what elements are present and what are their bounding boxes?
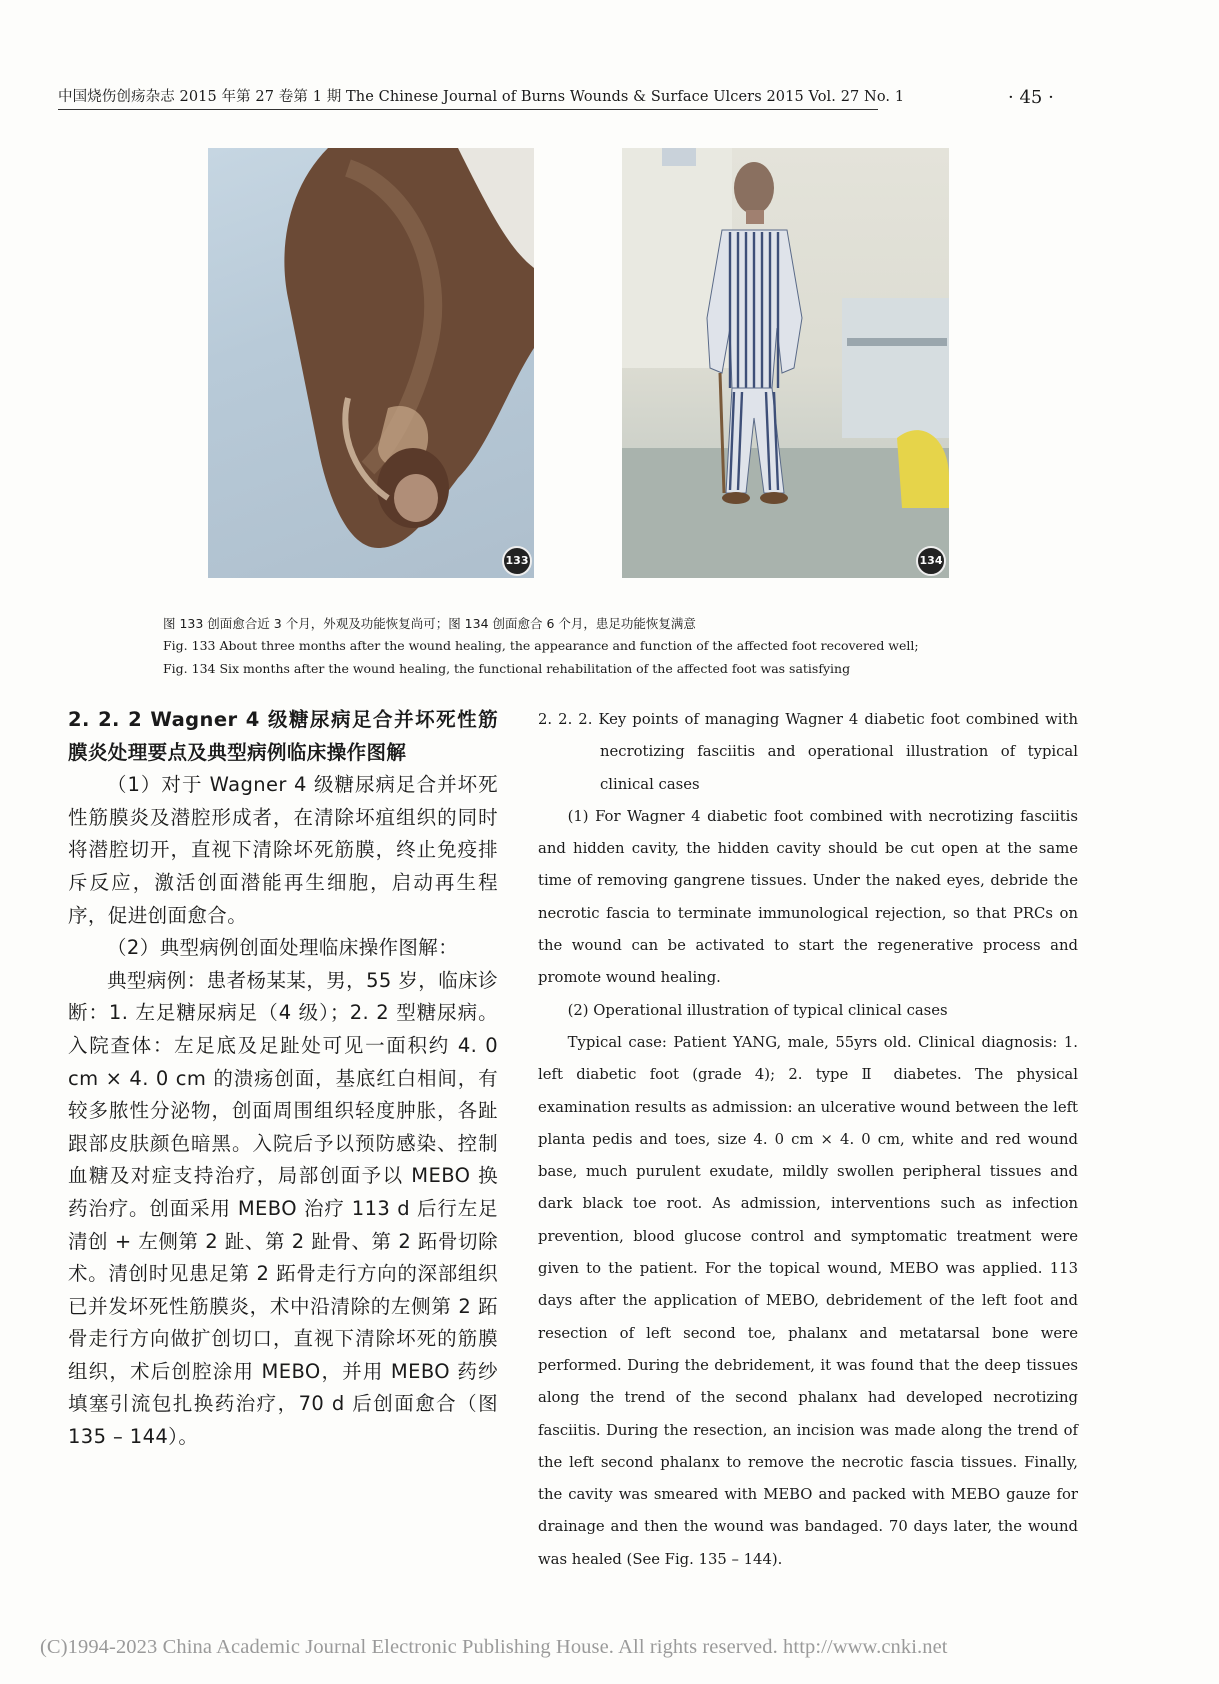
standing-patient-illustration (622, 148, 949, 578)
copyright-footer: (C)1994-2023 China Academic Journal Electronic Publishing House. All rights reserved. http://www.cnki.net (40, 1636, 948, 1658)
figure-number-badge: 133 (502, 546, 532, 576)
page-number: · 45 · (1008, 87, 1054, 108)
paragraph-cn-2: （2）典型病例创面处理临床操作图解： (107, 936, 459, 960)
paragraph-en-3: Typical case: Patient YANG, male, 55yrs old. Clinical diagnosis: 1. left diabetic foot (grade 4); 2. type Ⅱ diabetes. The physical examination results as admission: an ulcerative wound between the left planta pedis and toes, size 4. 0 cm × 4. 0 cm, white and red wound base, much purulent exudate, mildly swollen peripheral tissues and dark black toe root. As admission, interventions such as infection prevention, blood glucose control and symptomatic treatment were given to the patient. For the topical wound, MEBO was applied. 113 days after the application of MEBO, debridement of the left foot and resection of left second toe, phalanx and metatarsal bone were performed. During the debridement, it was found that the deep tissues along the trend of the second phalanx had developed necrotizing fasciitis. During the resection, an incision was made along the trend of the left second phalanx to remove the necrotic fascia tissues. Finally, the cavity was smeared with MEBO and packed with MEBO gauze for drainage and then the wound was bandaged. 70 days later, the wound was healed (See Fig. 135 – 144). (538, 1033, 1078, 1568)
paragraph-cn-1: （1）对于 Wagner 4 级糖尿病足合并坏死性筋膜炎及潜腔形成者，在清除坏疽组织的同时将潜腔切开，直视下清除坏死筋膜，终止免疫排斥反应，激活创面潜能再生细胞，启动再生程序，促进创面愈合。 (68, 773, 498, 927)
section-heading-en: 2. 2. 2. Key points of managing Wagner 4 diabetic foot combined with necrotizing fasciitis and operational illustration of typical clinical cases (538, 711, 1078, 793)
paragraph-cn-3: 典型病例：患者杨某某，男，55 岁，临床诊断：1. 左足糖尿病足（4 级）；2. 2 型糖尿病。入院查体：左足底及足趾处可见一面积约 4. 0 cm × 4. 0 cm 的溃疡创面，基底红白相间，有较多脓性分泌物，创面周围组织轻度肿胀，各趾跟部皮肤颜色暗黑。入院后予以预防感染、控制血糖及对症支持治疗，局部创面予以 MEBO 换药治疗。创面采用 MEBO 治疗 113 d 后行左足清创 + 左侧第 2 趾、第 2 趾骨、第 2 跖骨切除术。清创时见患足第 2 跖骨走行方向的深部组织已并发坏死性筋膜炎，术中沿清除的左侧第 2 跖骨走行方向做扩创切口，直视下清除坏死的筋膜组织，术后创腔涂用 MEBO，并用 MEBO 药纱填塞引流包扎换药治疗，70 d 后创面愈合（图 135 – 144）。 (68, 968, 498, 1449)
figure-134-photo (622, 148, 949, 578)
healed-foot-illustration (208, 148, 534, 578)
figure-number-badge: 134 (916, 546, 946, 576)
figure-133-photo (208, 148, 534, 578)
figure-caption-en-133: Fig. 133 About three months after the wound healing, the appearance and function of the affected foot recovered well; (163, 638, 919, 653)
figure-caption-cn: 图 133 创面愈合近 3 个月，外观及功能恢复尚可；图 134 创面愈合 6 个月，患足功能恢复满意 (163, 616, 696, 631)
section-heading-cn: 2. 2. 2 Wagner 4 级糖尿病足合并坏死性筋膜炎处理要点及典型病例临床操作图解 (68, 708, 498, 764)
paragraph-en-2: (2) Operational illustration of typical clinical cases (567, 1001, 948, 1019)
chinese-text-column (68, 704, 498, 1454)
running-header: 中国烧伤创疡杂志 2015 年第 27 卷第 1 期 The Chinese Journal of Burns Wounds & Surface Ulcers 2015 Vol. 27 No. 1 (58, 88, 878, 110)
figure-caption-en-134: Fig. 134 Six months after the wound healing, the functional rehabilitation of the affected foot was satisfying (163, 661, 851, 676)
paragraph-en-1: (1) For Wagner 4 diabetic foot combined with necrotizing fasciitis and hidden cavity, the hidden cavity should be cut open at the same time of removing gangrene tissues. Under the naked eyes, debride the necrotic fascia to terminate immunological rejection, so that PRCs on the wound can be activated to start the regenerative process and promote wound healing. (538, 807, 1078, 987)
english-text-column (538, 704, 1078, 1576)
